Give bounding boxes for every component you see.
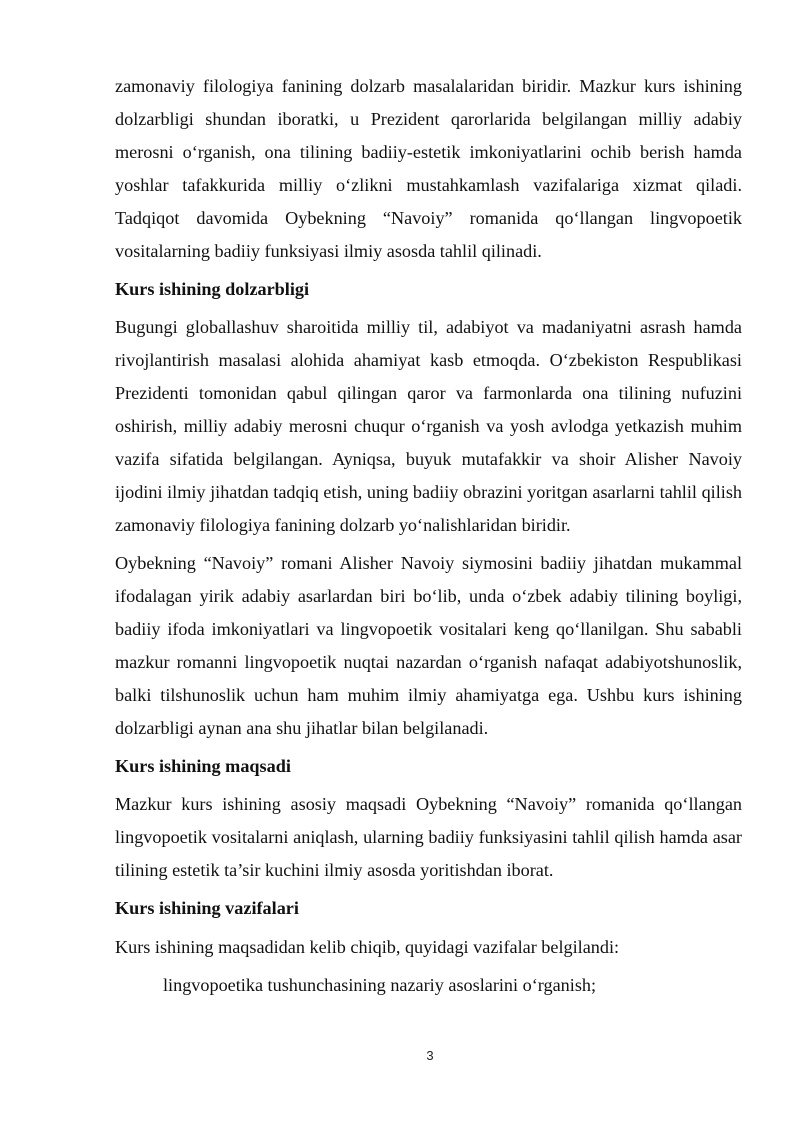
tasks-heading: Kurs ishining vazifalari (115, 898, 299, 918)
tasks-intro: Kurs ishining maqsadidan kelib chiqib, quyidagi vazifalar belgilandi: (115, 937, 620, 957)
relevance-paragraph-2: Oybekning “Navoiy” romani Alisher Navoiy siymosini badiiy jihatdan mukammal ifodalagan yirik adabiy asarlardan biri bo‘lib, unda o‘zbek adabiy tilining boyligi, badiiy ifoda imkoniyatlari va lingvopoetik vositalari keng qo‘llanilgan. Shu sababli mazkur romanni lingvopoetik nuqtai nazardan o‘rganish nafaqat adabiyotshunoslik, balki tilshunoslik uchun ham muhim ilmiy ahamiyatga ega. Ushbu kurs ishining dolzarbligi aynan ana shu jihatlar bilan belgilanadi. (115, 553, 742, 738)
intro-paragraph: zamonaviy filologiya fanining dolzarb masalalaridan biridir. Mazkur kurs ishining dolzarbligi shundan iboratki, u Prezident qarorlarida belgilangan milliy adabiy merosni o‘rganish, ona tilining badiiy-estetik imkoniyatlarini ochib berish hamda yoshlar tafakkurida milliy o‘zlikni mustahkamlash vazifalariga xizmat qiladi. Tadqiqot davomida Oybekning “Navoiy” romanida qo‘llangan lingvopoetik vositalarning badiiy funksiyasi ilmiy asosda tahlil qilinadi. (115, 76, 742, 261)
goal-heading: Kurs ishining maqsadi (115, 756, 291, 776)
relevance-heading: Kurs ishining dolzarbligi (115, 279, 310, 299)
page-number: 3 (426, 1048, 434, 1063)
task-item: lingvopoetika tushunchasining nazariy asoslarini o‘rganish; (163, 975, 597, 995)
goal-paragraph: Mazkur kurs ishining asosiy maqsadi Oybekning “Navoiy” romanida qo‘llangan lingvopoetik vositalarni aniqlash, ularning badiiy funksiyasini tahlil qilish hamda asar tilining estetik ta’sir kuchini ilmiy asosda yoritishdan iborat. (115, 794, 742, 880)
text-column (115, 70, 742, 1002)
relevance-paragraph-1: Bugungi globallashuv sharoitida milliy til, adabiyot va madaniyatni asrash hamda rivojlantirish masalasi alohida ahamiyat kasb etmoqda. O‘zbekiston Respublikasi Prezidenti tomonidan qabul qilingan qaror va farmonlarda ona tilining nufuzini oshirish, milliy adabiy merosni chuqur o‘rganish va yosh avlodga yetkazish muhim vazifa sifatida belgilangan. Ayniqsa, buyuk mutafakkir va shoir Alisher Navoiy ijodini ilmiy jihatdan tadqiq etish, uning badiiy obrazini yoritgan asarlarni tahlil qilish zamonaviy filologiya fanining dolzarb yo‘nalishlaridan biridir. (115, 317, 742, 535)
